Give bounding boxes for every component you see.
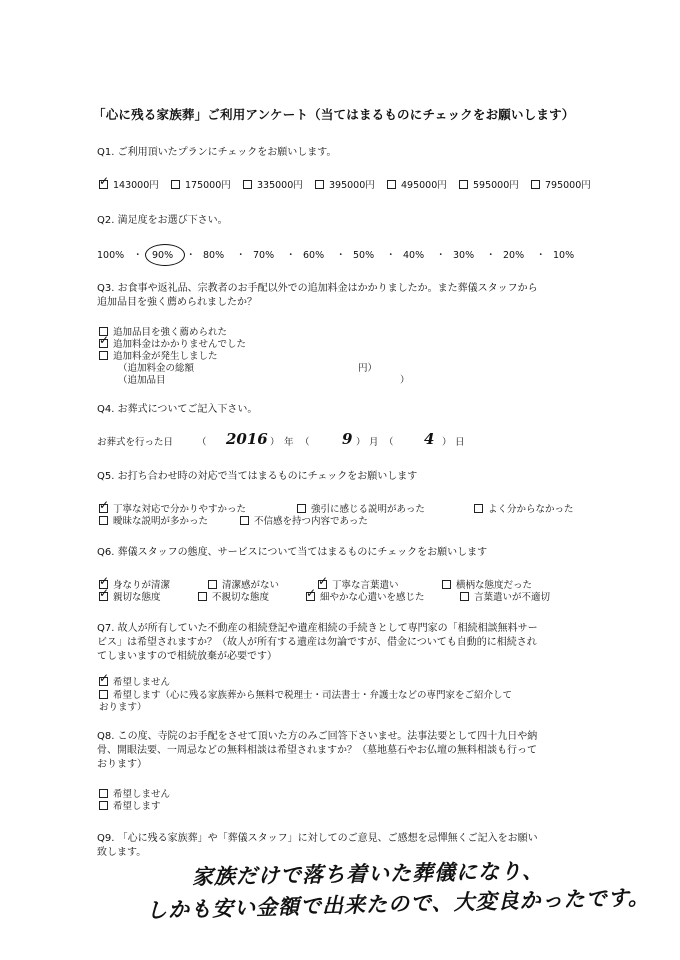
scale-dot: ・ <box>286 250 296 261</box>
scale-80[interactable]: 80% <box>203 250 225 261</box>
q1-option-595000[interactable]: 595000円 <box>459 179 531 192</box>
q4-month-unit: 月 <box>369 437 379 448</box>
checkbox[interactable] <box>99 351 108 360</box>
q9-question-line2: 致します。 <box>97 847 147 858</box>
checkbox[interactable] <box>297 504 306 513</box>
scale-dot: ・ <box>536 250 546 261</box>
q5-option-5[interactable]: 不信感を持つ内容であった <box>240 515 368 528</box>
q1-question: Q1. ご利用頂いたプランにチェックをお願いします。 <box>97 147 337 158</box>
q6-option-1[interactable]: ✓ 身なりが清潔 <box>99 574 171 591</box>
q9-answer-line1[interactable]: 家族だけで落ち着いた葬儀になり、 <box>191 857 545 890</box>
scale-20[interactable]: 20% <box>503 250 525 261</box>
q9-answer-line2[interactable]: しかも安い金額で出来たので、大変良かったです。 <box>145 884 651 923</box>
checkbox[interactable] <box>99 789 108 798</box>
q6-option-6[interactable]: 不親切な態度 <box>198 591 269 604</box>
scale-30[interactable]: 30% <box>453 250 475 261</box>
q1-option-395000[interactable]: 395000円 <box>315 179 387 192</box>
checkbox[interactable] <box>315 180 324 189</box>
q5-option-2[interactable]: 強引に感じる説明があった <box>297 503 425 516</box>
checkbox[interactable] <box>99 516 108 525</box>
q4-day-unit: 日 <box>455 437 465 448</box>
checkbox[interactable] <box>531 180 540 189</box>
scale-dot: ・ <box>186 250 196 261</box>
q6-option-5[interactable]: ✓ 親切な態度 <box>99 586 161 603</box>
paren-close: ） <box>270 437 280 448</box>
q4-year-value[interactable]: 2016 <box>226 430 268 448</box>
checkbox-checked[interactable]: ✓ <box>99 498 110 512</box>
q7-option-2[interactable]: 希望します（心に残る家族葬から無料で税理士・司法書士・弁護士などの専門家をご紹介して <box>99 689 512 702</box>
scale-40[interactable]: 40% <box>403 250 425 261</box>
q1-option-795000[interactable]: 795000円 <box>531 179 603 192</box>
checkbox-checked[interactable]: ✓ <box>99 333 110 347</box>
q7-option-1[interactable]: ✓ 希望しません <box>99 671 171 688</box>
checkbox-checked[interactable]: ✓ <box>99 574 110 588</box>
q9-question-line1: Q9. 「心に残る家族葬」や「葬儀スタッフ」に対してのご意見、ご感想を忌憚無くご記入をお願い <box>97 833 538 844</box>
q1-option-495000[interactable]: 495000円 <box>387 179 459 192</box>
q4-date-label: お葬式を行った日 <box>97 437 174 448</box>
q7-question-line2: ビス」は希望されますか？（故人が所有する遺産は勿論ですが、借金についても自動的に相続され <box>97 637 537 648</box>
q1-options <box>99 174 603 192</box>
scale-dot: ・ <box>386 250 396 261</box>
q6-option-8[interactable]: 言葉遣いが不適切 <box>460 591 550 604</box>
scale-50[interactable]: 50% <box>353 250 375 261</box>
checkbox[interactable] <box>99 690 108 699</box>
scale-60[interactable]: 60% <box>303 250 325 261</box>
q5-option-1[interactable]: ✓ 丁寧な対応で分かりやすかった <box>99 498 247 515</box>
selected-circle-mark <box>145 244 185 266</box>
q6-option-4[interactable]: 横柄な態度だった <box>442 579 532 592</box>
paren-close: ） <box>356 437 366 448</box>
q5-option-4[interactable]: 曖昧な説明が多かった <box>99 515 208 528</box>
q8-question-line2: 骨、開眼法要、一周忌などの無料相談は希望されますか？（墓地墓石やお仏壇の無料相談も行って <box>97 745 537 756</box>
q5-question: Q5. お打ち合わせ時の対応で当てはまるものにチェックをお願いします <box>97 471 418 482</box>
q4-question: Q4. お葬式についてご記入下さい。 <box>97 404 258 415</box>
scale-70[interactable]: 70% <box>253 250 275 261</box>
checkbox[interactable] <box>459 180 468 189</box>
q6-option-7[interactable]: ✓ 細やかな心遣いを感じた <box>306 586 425 603</box>
checkbox-checked[interactable]: ✓ <box>99 174 110 188</box>
checkbox-checked[interactable]: ✓ <box>99 671 110 685</box>
scale-dot: ・ <box>236 250 246 261</box>
q3-items-label: （追加品目 <box>118 375 166 386</box>
q6-option-2[interactable]: 清潔感がない <box>208 579 279 592</box>
q1-option-335000[interactable]: 335000円 <box>243 179 315 192</box>
q6-question: Q6. 葬儀スタッフの態度、サービスについて当てはまるものにチェックをお願いします <box>97 547 488 558</box>
q3-question-line1: Q3. お食事や返礼品、宗教者のお手配以外での追加料金はかかりましたか。また葬儀スタッフから <box>97 283 538 294</box>
scale-dot: ・ <box>336 250 346 261</box>
q3-option-3[interactable]: 追加料金が発生しました <box>99 350 218 363</box>
checkbox[interactable] <box>99 801 108 810</box>
checkbox-checked[interactable]: ✓ <box>318 574 329 588</box>
checkbox[interactable] <box>460 592 469 601</box>
scale-dot: ・ <box>436 250 446 261</box>
scale-dot: ・ <box>133 250 143 261</box>
scale-100[interactable]: 100% <box>97 250 125 261</box>
q4-month-value[interactable]: 9 <box>342 430 353 448</box>
checkbox[interactable] <box>474 504 483 513</box>
q1-option-175000[interactable]: 175000円 <box>171 179 243 192</box>
survey-title: 「心に残る家族葬」ご利用アンケート（当てはまるものにチェックをお願いします） <box>93 107 575 122</box>
scale-10[interactable]: 10% <box>553 250 575 261</box>
q4-year-unit: 年 <box>284 437 294 448</box>
checkbox[interactable] <box>208 580 217 589</box>
paren-open: （ <box>300 437 310 448</box>
q5-option-3[interactable]: よく分からなかった <box>474 503 574 516</box>
checkbox[interactable] <box>387 180 396 189</box>
q7-option-2-cont: おります） <box>99 702 147 713</box>
q6-option-3[interactable]: ✓ 丁寧な言葉遣い <box>318 574 399 591</box>
q8-question-line1: Q8. この度、寺院のお手配をさせて頂いた方のみご回答下さいませ。法事法要として四十九日や納 <box>97 731 538 742</box>
q4-day-value[interactable]: 4 <box>424 430 435 448</box>
checkbox-checked[interactable]: ✓ <box>306 586 317 600</box>
q8-option-1[interactable]: 希望しません <box>99 788 170 801</box>
q1-option-143000[interactable]: ✓ 143000円 <box>99 174 159 191</box>
q3-total-unit: 円） <box>358 363 378 374</box>
checkbox[interactable] <box>171 180 180 189</box>
q8-option-2[interactable]: 希望します <box>99 800 161 813</box>
paren-open: （ <box>384 437 394 448</box>
scale-90[interactable]: 90% <box>152 250 174 261</box>
q3-question-line2: 追加品目を強く薦められましたか？ <box>97 297 257 308</box>
checkbox[interactable] <box>442 580 451 589</box>
q3-total-label: （追加料金の総額 <box>118 363 195 374</box>
paren-open: （ <box>197 437 207 448</box>
checkbox[interactable] <box>240 516 249 525</box>
q7-question-line1: Q7. 故人が所有していた不動産の相続登記や遺産相続の手続きとして専門家の「相続相談無料サー <box>97 623 538 634</box>
scale-dot: ・ <box>486 250 496 261</box>
q7-question-line3: てしまいますので相続放棄が必要です） <box>97 651 277 662</box>
checkbox[interactable] <box>243 180 252 189</box>
paren-close: ） <box>442 437 452 448</box>
checkbox[interactable] <box>198 592 207 601</box>
q3-option-2[interactable]: ✓ 追加料金はかかりませんでした <box>99 333 247 350</box>
q2-question: Q2. 満足度をお選び下さい。 <box>97 215 228 226</box>
q3-option-1[interactable]: 追加品目を強く薦められた <box>99 326 227 339</box>
q3-items-close: ） <box>400 375 410 386</box>
checkbox-checked[interactable]: ✓ <box>99 586 110 600</box>
q8-question-line3: おります） <box>97 759 147 770</box>
